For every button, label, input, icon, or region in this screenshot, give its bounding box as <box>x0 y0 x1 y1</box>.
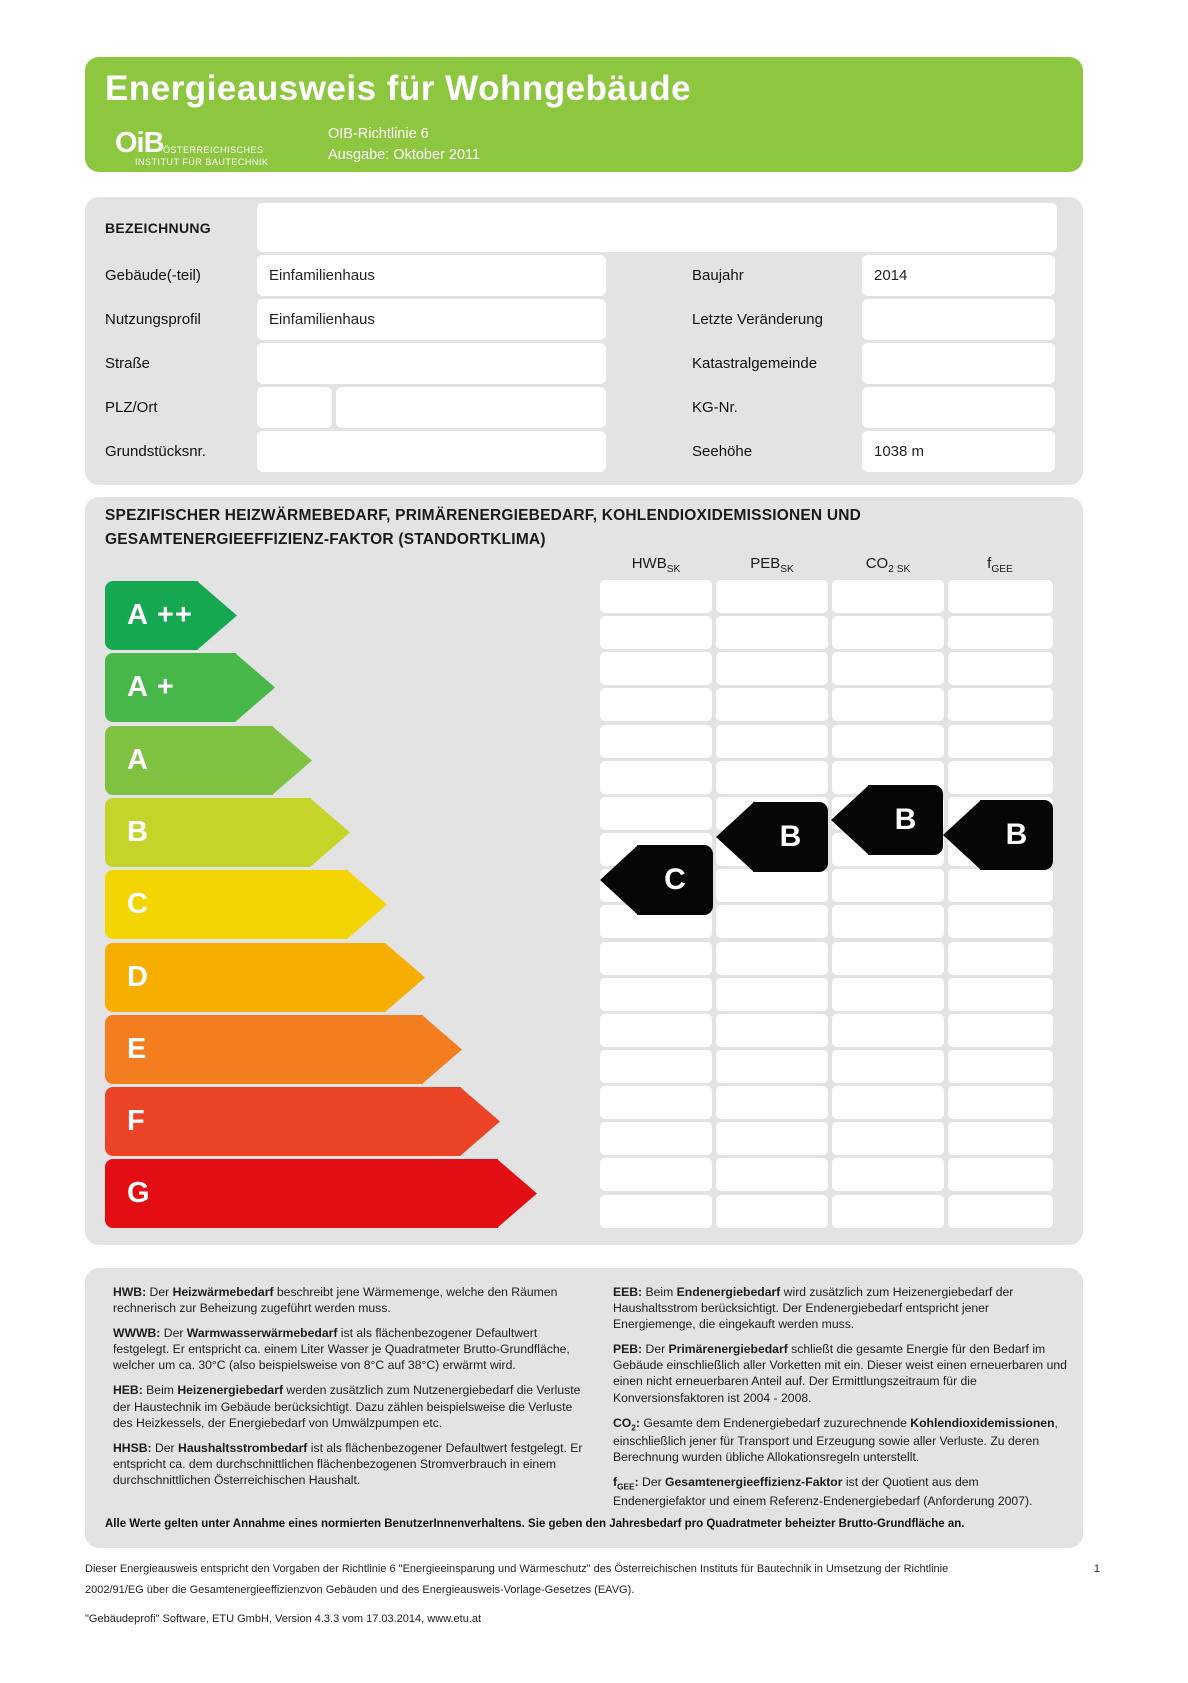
rating-chart-panel <box>85 497 1083 1245</box>
rating-indicator-hwb_sk <box>600 845 713 915</box>
grid-cell <box>948 1158 1053 1191</box>
grid-cell <box>716 616 828 649</box>
rating-indicator-letter: C <box>664 863 686 896</box>
energy-band-f <box>105 1087 500 1156</box>
oib-logo-mark: OiB <box>115 127 164 159</box>
legend-note: Alle Werte gelten unter Annahme eines normierten BenutzerInnenverhaltens. Sie geben den Jahresbedarf pro Quadratmeter beheizter Brutto-Grundfläche an. <box>105 1518 965 1530</box>
form-value-left: Einfamilienhaus <box>269 311 375 328</box>
rating-indicator-co2_sk <box>831 785 943 855</box>
energy-band-label: A ++ <box>127 599 193 631</box>
legend-paragraph: HHSB: Der Haushaltsstrombedarf ist als flächenbezogener Defaultwert festgelegt. Er entspricht ca. dem durchschnittlichen flächenbezogenen Stromverbrauch in einem durchschnittlichen Österreichischen Haushalt. <box>113 1440 583 1487</box>
energy-band-label: A <box>127 744 149 776</box>
form-label-right: Letzte Veränderung <box>692 311 823 328</box>
grid-cell <box>832 580 944 613</box>
energy-band-label: B <box>127 816 149 848</box>
legend-paragraph: PEB: Der Primärenergiebedarf schließt die gesamte Energie für den Bedarf im Gebäude einschließlich aller Vorketten mit ein. Dieser weist einen erneuerbaren und einen nicht erneuerbaren Anteil auf. Der Ermittlungszeitraum für die Konversionsfaktoren ist 2004 - 2008. <box>613 1342 1067 1405</box>
oib-logo-line2: INSTITUT FÜR BAUTECHNIK <box>135 157 269 167</box>
form-value-right: 2014 <box>874 267 908 284</box>
grid-cell <box>948 1122 1053 1155</box>
energy-band-body <box>105 581 198 650</box>
form-label-left: Grundstücksnr. <box>105 443 206 460</box>
column-header-co2_sk: $CO_{2 SK}$ <box>865 555 911 575</box>
bezeichnung-label: BEZEICHNUNG <box>105 219 211 236</box>
energy-band-a <box>105 726 312 795</box>
grid-cell <box>600 1195 712 1228</box>
grid-cell <box>948 688 1053 721</box>
rating-indicator-body <box>637 845 713 915</box>
grid-cell <box>716 905 828 938</box>
richtlinie-line1: OIB-Richtlinie 6 <box>328 126 429 142</box>
grid-cell <box>600 761 712 794</box>
chart-title-line1: SPEZIFISCHER HEIZWÄRMEBEDARF, PRIMÄRENERGIEBEDARF, KOHLENDIOXIDEMISSIONEN UND <box>105 507 862 524</box>
grid-cell <box>832 1122 944 1155</box>
grid-cell <box>948 1050 1053 1083</box>
grid-cell <box>832 688 944 721</box>
grid-cell <box>600 616 712 649</box>
grid-cell <box>600 1158 712 1191</box>
footer-line1: Dieser Energieausweis entspricht den Vorgaben der Richtlinie 6 "Energieeinsparung und Wärmeschutz" des Österreichischen Instituts für Bautechnik in Umsetzung der Richtlinie <box>85 1563 949 1575</box>
plz-field[interactable] <box>257 387 332 428</box>
grid-cell <box>832 652 944 685</box>
grid-cell <box>948 725 1053 758</box>
grid-cell <box>832 905 944 938</box>
legend-panel <box>85 1268 1083 1548</box>
energy-band-label: D <box>127 961 149 993</box>
form-field-left[interactable] <box>257 299 606 340</box>
form-field-left[interactable] <box>257 255 606 296</box>
grid-cell <box>716 1050 828 1083</box>
legend-paragraph: EEB: Beim Endenergiebedarf wird zusätzlich zum Heizenergiebedarf der Haushaltsstrom berücksichtigt. Der Endenergiebedarf entspricht jener Energiemenge, die eingekauft werden muss. <box>613 1285 1014 1332</box>
form-field-left[interactable] <box>257 431 606 472</box>
grid-cell <box>600 688 712 721</box>
grid-cell <box>832 616 944 649</box>
form-field-left[interactable] <box>257 343 606 384</box>
grid-cell <box>948 580 1053 613</box>
form-field-right[interactable] <box>862 299 1055 340</box>
form-label-right: Katastralgemeinde <box>692 355 818 372</box>
grid-cell <box>716 978 828 1011</box>
grid-cell <box>716 1122 828 1155</box>
energy-band-body <box>105 726 273 795</box>
ort-field[interactable] <box>336 387 606 428</box>
form-label-right: KG-Nr. <box>692 399 738 416</box>
rating-indicator-body <box>753 802 828 872</box>
grid-cell <box>716 688 828 721</box>
document-title: Energieausweis für Wohngebäude <box>105 69 692 108</box>
form-label-right: Seehöhe <box>692 443 753 460</box>
grid-cell <box>716 1195 828 1228</box>
energy-band-label: A + <box>127 671 175 703</box>
form-field-right[interactable] <box>862 343 1055 384</box>
form-label-left: Gebäude(-teil) <box>105 267 201 284</box>
grid-cell <box>716 1014 828 1047</box>
grid-cell <box>716 1158 828 1191</box>
grid-cell <box>948 978 1053 1011</box>
grid-cell <box>948 616 1053 649</box>
energy-band-b <box>105 798 350 867</box>
rating-indicator-letter: B <box>1005 818 1028 851</box>
grid-cell <box>716 1086 828 1119</box>
rating-indicator-letter: B <box>779 820 802 853</box>
form-field-right[interactable] <box>862 255 1055 296</box>
richtlinie-info <box>328 124 480 166</box>
form-rows <box>85 197 1083 485</box>
grid-cell <box>832 1158 944 1191</box>
header-banner <box>85 57 1083 172</box>
form-field-right[interactable] <box>862 431 1055 472</box>
rating-indicator-body <box>868 785 943 855</box>
energy-band-g <box>105 1159 537 1228</box>
legend-column-left <box>113 1284 591 1497</box>
energy-band-body <box>105 798 311 867</box>
rating-indicator-fgee <box>943 800 1053 870</box>
grid-cell <box>832 1050 944 1083</box>
column-header-fgee: $f_{GEE}$ <box>987 555 1013 575</box>
form-label-left: PLZ/Ort <box>105 399 158 416</box>
grid-cell <box>600 942 712 975</box>
grid-cell <box>948 905 1053 938</box>
chart-title-line2: GESAMTENERGIEEFFIZIENZ-FAKTOR (STANDORTKLIMA) <box>105 531 546 548</box>
rating-indicator-tip <box>831 785 869 855</box>
energy-band-e <box>105 1015 462 1084</box>
form-field-right[interactable] <box>862 387 1055 428</box>
grid-cell <box>948 1086 1053 1119</box>
grid-cell <box>600 1014 712 1047</box>
grid-cell <box>948 942 1053 975</box>
grid-cell <box>832 978 944 1011</box>
energy-band-tip <box>422 1015 462 1084</box>
grid-cell <box>948 652 1053 685</box>
legend-paragraph: HWB: Der Heizwärmebedarf beschreibt jene Wärmemenge, welche den Räumen rechnerisch zur Beheizung zugeführt werden muss. <box>113 1285 558 1316</box>
form-label-left: Nutzungsprofil <box>105 311 201 328</box>
grid-cell <box>948 1014 1053 1047</box>
energy-band-tip <box>272 726 312 795</box>
energy-band-d <box>105 943 425 1012</box>
rating-indicator-tip <box>600 845 638 915</box>
energy-band-label: F <box>127 1105 146 1137</box>
grid-cell <box>716 725 828 758</box>
grid-cell <box>716 942 828 975</box>
rating-indicator-body <box>980 800 1053 870</box>
column-header-peb_sk: $PEB_{SK}$ <box>750 555 794 575</box>
energy-band-tip <box>460 1087 500 1156</box>
grid-cell <box>832 869 944 902</box>
grid-cell <box>600 652 712 685</box>
footer-line2: 2002/91/EG über die Gesamtenergieeffizienzvon Gebäuden und des Energieausweis-Vorlage-Gesetzes (EAVG). <box>85 1584 635 1596</box>
grid-cell <box>716 761 828 794</box>
grid-cell <box>600 797 712 830</box>
grid-cell <box>716 652 828 685</box>
form-label-left: Straße <box>105 355 151 372</box>
grid-cell <box>832 1086 944 1119</box>
legend-column-right <box>613 1284 1068 1518</box>
energy-band-tip <box>347 870 387 939</box>
grid-cell <box>832 1195 944 1228</box>
grid-cell <box>716 869 828 902</box>
energy-band-label: E <box>127 1033 148 1065</box>
grid-cell <box>600 1086 712 1119</box>
form-value-right: 1038 m <box>874 443 925 460</box>
rating-indicator-peb_sk <box>716 802 828 872</box>
grid-cell <box>948 869 1053 902</box>
rating-indicator-tip <box>716 802 754 872</box>
grid-cell <box>600 1050 712 1083</box>
energy-band-tip <box>235 653 275 722</box>
energy-band-tip <box>497 1159 537 1228</box>
form-label-right: Baujahr <box>692 267 744 284</box>
energy-band-body <box>105 1087 461 1156</box>
oib-logo-line1: ÖSTERREICHISCHES <box>163 145 264 155</box>
grid-cell <box>832 1014 944 1047</box>
energy-band-tip <box>385 943 425 1012</box>
energy-band-tip <box>197 581 237 650</box>
legend-paragraph: $CO_2$: Gesamte dem Endenergiebedarf zuzurechnende Kohlendioxidemissionen, einschließlich jener für Transport und Erzeugung sowie aller Verluste. Zu deren Berechnung wurden übliche Allokationsregeln unterstellt. <box>613 1415 1058 1465</box>
legend-paragraph: WWWB: Der Warmwasserwärmebedarf ist als flächenbezogener Defaultwert festgelegt. Er entspricht ca. einem Liter Wasser je Quadratmeter Brutto-Grundfläche, welcher um ca. 30°C (also beispielsweise von 8°C auf 38°C) erwärmt wird. <box>113 1326 570 1373</box>
legend-paragraph: $f_{GEE}$: Der Gesamtenergieeffizienz-Faktor ist der Quotient aus dem Endenergiefaktor und einem Referenz-Endenergiebedarf (Anforderung 2007). <box>613 1475 1033 1508</box>
grid-cell <box>832 942 944 975</box>
energy-band-body <box>105 943 386 1012</box>
energy-band-body <box>105 1015 423 1084</box>
grid-cell <box>716 580 828 613</box>
rating-indicator-letter: B <box>894 803 917 836</box>
energy-band-body <box>105 653 236 722</box>
energy-band-body <box>105 870 348 939</box>
page-number: 1 <box>1093 1563 1100 1575</box>
column-header-hwb_sk: $HWB_{SK}$ <box>631 555 681 575</box>
footer-software-line: "Gebäudeprofi" Software, ETU GmbH, Version 4.3.3 vom 17.03.2014, www.etu.at <box>85 1613 482 1625</box>
energy-band-body <box>105 1159 498 1228</box>
energy-band-tip <box>310 798 350 867</box>
richtlinie-line2: Ausgabe: Oktober 2011 <box>328 147 481 163</box>
legend-paragraph: HEB: Beim Heizenergiebedarf werden zusätzlich zum Nutzenergiebedarf die Verluste der Haustechnik im Gebäude berücksichtigt. Dazu zählen beispielsweise die Verluste des Heizkessels, der Energiebedarf von Umwälzpumpen etc. <box>113 1383 581 1430</box>
grid-cell <box>832 725 944 758</box>
building-info-panel <box>85 197 1083 485</box>
energy-band-aplus <box>105 581 237 650</box>
energy-band-c <box>105 870 387 939</box>
energy-band-label: G <box>127 1177 151 1209</box>
grid-cell <box>948 761 1053 794</box>
grid-cell <box>600 580 712 613</box>
rating-indicator-tip <box>943 800 981 870</box>
energy-band-label: C <box>127 888 149 920</box>
form-value-left: Einfamilienhaus <box>269 267 375 284</box>
grid-cell <box>600 1122 712 1155</box>
energy-band-aplus <box>105 653 275 722</box>
grid-cell <box>948 1195 1053 1228</box>
grid-cell <box>600 725 712 758</box>
grid-cell <box>600 978 712 1011</box>
